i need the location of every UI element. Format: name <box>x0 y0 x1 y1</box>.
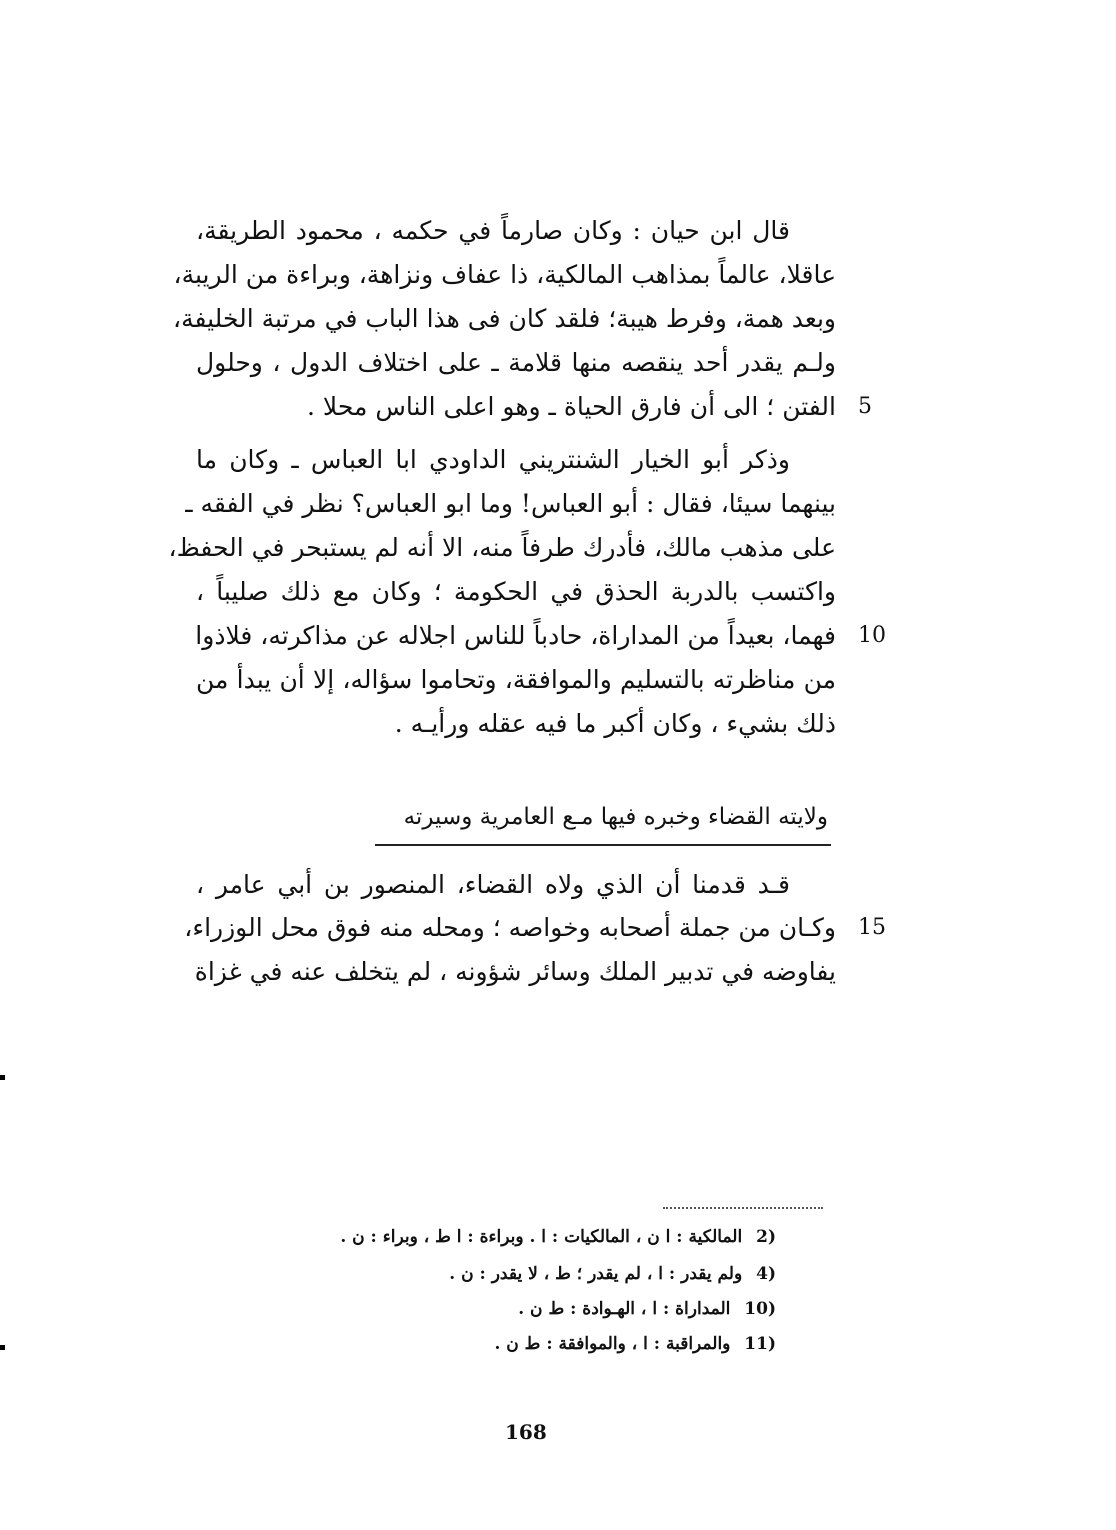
body-line-7: بينهما سيئا، فقال : أبو العباس! وما ابو العباس؟ نظر في الفقه ـ <box>185 489 836 518</box>
section-heading: ولايته القضاء وخبره فيها مـع العامرية وسيرته <box>403 804 828 830</box>
body-line-4: ولـم يقدر أحد ينقصه منها قلامة ـ على اختلاف الدول ، وحلول <box>196 348 836 377</box>
body-line-6: وذكر أبو الخيار الشنتريني الداودي ابا العباس ـ وكان ما <box>196 445 790 474</box>
scan-mark <box>0 1345 5 1350</box>
body-line-5: الفتن ؛ الى أن فارق الحياة ـ وهو اعلى الناس محلا . <box>307 392 836 421</box>
section-line-2: وكـان من جملة أصحابه وخواصه ؛ ومحله منه فوق محل الوزراء، <box>184 913 836 942</box>
body-line-1: قال ابن حيان : وكان صارماً في حكمه ، محمود الطريقة، <box>196 216 790 245</box>
page-number: 168 <box>505 1420 547 1444</box>
footnote-1 <box>340 1222 776 1252</box>
footnote-text: والمراقبة : ا ، والموافقة : ط ن . <box>494 1334 731 1354</box>
footnote-3 <box>518 1294 776 1324</box>
scan-mark <box>0 1075 5 1080</box>
section-line-3: يفاوضه في تدبير الملك وسائر شؤونه ، لم يتخلف عنه في غزاة <box>194 957 836 986</box>
footnote-number: 2) <box>756 1227 776 1247</box>
body-line-10: فهما، بعيداً من المداراة، حادباً للناس اجلاله عن مذاكرته، فلاذوا <box>195 621 836 650</box>
footnote-2 <box>449 1259 776 1289</box>
body-line-8: على مذهب مالك، فأدرك طرفاً منه، الا أنه لم يستبحر في الحفظ، <box>168 533 836 562</box>
line-number-10: 10 <box>858 623 886 648</box>
body-line-12: ذلك بشيء ، وكان أكبر ما فيه عقله ورأيـه . <box>394 709 836 738</box>
footnote-separator <box>663 1207 823 1209</box>
body-line-11: من مناظرته بالتسليم والموافقة، وتحاموا سؤاله، إلا أن يبدأ من <box>196 665 836 694</box>
line-number-5: 5 <box>858 394 872 419</box>
body-line-3: وبعد همة، وفرط هيبة؛ فلقد كان فى هذا الباب في مرتبة الخليفة، <box>173 304 836 333</box>
body-line-2: عاقلا، عالماً بمذاهب المالكية، ذا عفاف ونزاهة، وبراءة من الريبة، <box>173 260 836 289</box>
footnote-number: 4) <box>756 1264 776 1284</box>
heading-underline <box>375 844 831 846</box>
footnote-text: المالكية : ا ن ، المالكيات : ا . وبراءة : ا ط ، وبراء : ن . <box>340 1227 743 1247</box>
footnote-text: المداراة : ا ، الهـوادة : ط ن . <box>518 1299 731 1319</box>
footnote-number: 10) <box>744 1299 776 1319</box>
footnote-text: ولم يقدر : ا ، لم يقدر ؛ ط ، لا يقدر : ن . <box>449 1264 743 1284</box>
footnote-4 <box>494 1329 776 1359</box>
body-line-9: واكتسب بالدربة الحذق في الحكومة ؛ وكان مع ذلك صليباً ، <box>196 577 836 606</box>
footnote-number: 11) <box>744 1334 776 1354</box>
line-number-15: 15 <box>858 915 886 940</box>
section-line-1: قـد قدمنا أن الذي ولاه القضاء، المنصور بن أبي عامر ، <box>196 870 790 899</box>
